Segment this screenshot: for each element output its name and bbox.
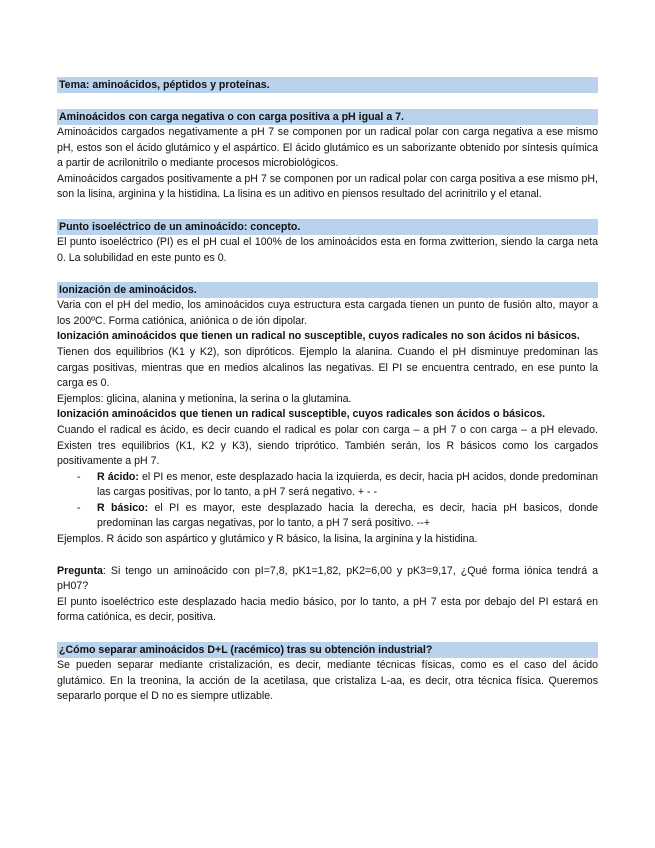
item-text: el PI es menor, este desplazado hacia la izquierda, es decir, hacia pH acidos, donde predominan las cargas positivas, por lo tanto, a pH 7 será negativo. + - - (97, 470, 598, 499)
document-page (57, 77, 598, 705)
section-question (57, 564, 598, 626)
list-item (57, 470, 598, 501)
section-charged-amino-acids (57, 109, 598, 203)
section-isoelectric-point (57, 219, 598, 266)
section-title (57, 77, 598, 93)
section-heading: Aminoácidos con carga negativa o con carga positiva a pH igual a 7. (57, 109, 598, 125)
paragraph: Ejemplos: glicina, alanina y metionina, la serina o la glutamina. (57, 392, 352, 405)
section-racemic-separation (57, 642, 598, 705)
subheading: Ionización aminoácidos que tienen un radical no susceptible, cuyos radicales no son ácidos ni básicos. (57, 330, 580, 343)
section-heading: ¿Cómo separar aminoácidos D+L (racémico) tras su obtención industrial? (57, 642, 598, 658)
paragraph: Varia con el pH del medio, los aminoácidos cuya estructura esta cargada tienen un punto de fusión alto, mayor a los 200ºC. Forma catiónica, aniónica o de ión dipolar. (57, 299, 598, 327)
dash-marker: - (77, 501, 81, 514)
dash-marker: - (77, 470, 81, 483)
question-label: Pregunta (57, 564, 103, 577)
item-label: R ácido: (97, 470, 139, 483)
question-text: : Si tengo un aminoácido con pI=7,8, pK1=1,82, pK2=6,00 y pK3=9,17, ¿Qué forma iónica tendrá a pH07? (57, 564, 598, 593)
list-item (57, 501, 598, 532)
paragraph: Tienen dos equilibrios (K1 y K2), son dipróticos. Ejemplo la alanina. Cuando el pH disminuye predominan las cargas positivas, mientras que en medios alcalinos las negativas. El PI se encuentra centrado, en ese punto la carga es 0. (57, 345, 598, 390)
paragraph: Aminoácidos cargados positivamente a pH 7 se componen por un radical polar con carga positiva a ese mismo pH, son la lisina, arginina y la histidina. La lisina es un aditivo en piensos resultado del acrinitrilo y el etanal. (57, 172, 598, 201)
paragraph: El punto isoeléctrico (PI) es el pH cual el 100% de los aminoácidos esta en forma zwitterion, siendo la carga neta 0. La solubilidad en este punto es 0. (57, 235, 598, 264)
section-heading: Punto isoeléctrico de un aminoácido: concepto. (57, 219, 598, 235)
bullet-list (57, 470, 598, 532)
page-title: Tema: aminoácidos, péptidos y proteínas. (57, 77, 598, 93)
question-paragraph (57, 564, 598, 595)
subheading: Ionización aminoácidos que tienen un radical susceptible, cuyos radicales son ácidos o básicos. (57, 408, 546, 421)
answer-paragraph: El punto isoeléctrico este desplazado hacia medio básico, por lo tanto, a pH 7 esta por debajo del PI estará en forma catiónica, es decir, positiva. (57, 595, 598, 624)
paragraph: Aminoácidos cargados negativamente a pH 7 se componen por un radical polar con carga negativa a ese mismo pH, estos son el ácido glutámico y el aspártico. El ácido glutámico es un saborizante obtenido por síntesis química a partir de acrilonitrilo o mediante procesos microbiológicos. (57, 126, 598, 170)
paragraph: Cuando el radical es ácido, es decir cuando el radical es polar con carga – a pH 7 o con carga – a pH elevado. Existen tres equilibrios (K1, K2 y K3), siendo triprótico. También serán, los R básicos como los cargados positivamente a pH 7. (57, 423, 598, 468)
paragraph: Ejemplos. R ácido son aspártico y glutámico y R básico, la lisina, la arginina y la histidina. (57, 533, 478, 546)
section-ionization (57, 282, 598, 548)
section-heading: Ionización de aminoácidos. (57, 282, 598, 298)
paragraph: Se pueden separar mediante cristalización, es decir, mediante técnicas físicas, como es el caso del ácido glutámico. En la treonina, la acción de la acetilasa, que cristaliza L-aa, es decir, otra técnica física. Queremos separarlo porque el D no es siempre utlizable. (57, 659, 598, 703)
item-label: R básico: (97, 501, 149, 514)
item-text: el PI es mayor, este desplazado hacia la derecha, es decir, hacia pH basicos, donde predominan las cargas negativas, por lo tanto, a pH 7 será positivo. --+ (97, 501, 599, 530)
